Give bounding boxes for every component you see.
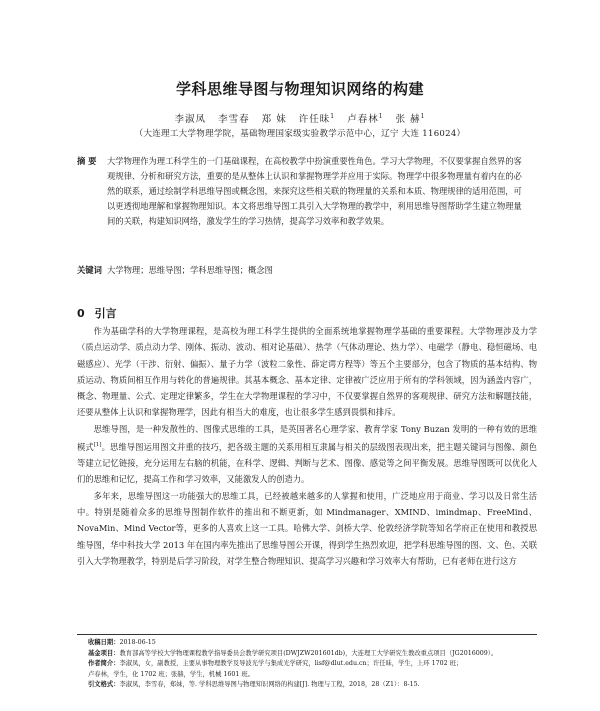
paragraph: 作为基础学科的大学物理课程，是高校为理工科学生提供的全面系统地掌握物理学基础的重要课程。大学物理涉及力学（质点运动学、质点动力学、刚体、振动、波动、相对论基础）、热学（气体动理论、热力学）、电磁学（静电、稳恒磁场、电磁感应）、光学（干涉、衍射、偏振）、量子力学（波粒二象性、薛定谔方程等）等五个主要部分，包含了物质的基本结构、物质运动、物质间相互作用与转化的普遍规律。其基本概念、基本定律、定律被广泛应用于所有的学科领域，因为涵盖内容广，概念、物理量、公式、定理定律繁多，学生在大学物理课程的学习中，不仅要掌握自然界的客观规律、研究方法和解题技能，还要从整体上认识和掌握物理学，因此有相当大的难度，也让很多学生感到畏惧和排斥。: [77, 326, 537, 418]
paper-title: 学科思维导图与物理知识网络的构建: [175, 80, 424, 98]
section-number: 0: [77, 307, 85, 320]
footnote-label: 基金项目：: [88, 649, 120, 657]
footnote-received: [88, 638, 538, 649]
footnote-author-cont: [88, 670, 538, 681]
author-superscript: 1: [420, 112, 426, 120]
footnote-fund: [88, 649, 538, 660]
paragraph-text: 思维导图，是一种发散性的、图像式思维的工具，是英国著名心理学家、教育学家 Tony Buzan 发明的一种有效的思维模式: [77, 423, 537, 452]
section-title: 引言: [94, 307, 117, 320]
footnote-author: [88, 659, 538, 670]
abstract-label: 摘 要: [77, 156, 97, 166]
footnote-text: 李淑凤，女，副教授，主要从事物理教学及导波光学与集成光学研究，lisf@dlut.edu.cn；: [119, 660, 373, 667]
author-name: 赫: [410, 114, 421, 125]
paragraph-text: 。思维导图运用图文并重的技巧，把各级主题的关系用相互隶属与相关的层级图表现出来，把主题关键词与图像、颜色等建立记忆链接，充分运用左右脑的机能，在科学、逻辑、判断与艺术、图像、感觉等之间平衡发展。思维导图既可以优化人们的思维和记忆，提高工作和学习效率，又能激发人的创造力。: [77, 441, 537, 485]
footnote-text: 李淑凤，李雪春，郑妹，等. 学科思维导图与物理知识网络的构建[J]. 物理与工程，2018，28（Z1）：8-15.: [119, 681, 420, 688]
author-name: 张: [395, 114, 407, 125]
footnote-text: 2018-06-15: [119, 639, 156, 646]
section-heading: [77, 305, 117, 321]
abstract-block: [77, 154, 527, 229]
citation-ref[interactable]: [1]: [93, 442, 102, 449]
keywords-text: 大学物理；思维导图；学科思维导图；概念图: [107, 265, 273, 275]
author-name: 李雪春: [218, 114, 250, 125]
footnote-label: 收稿日期：: [88, 639, 120, 646]
body-text: [77, 323, 537, 569]
paragraph: 多年来，思维导图这一功能强大的思维工具，已经被越来越多的人掌握和使用，广泛地应用于商业、学习以及日常生活中。特别是随着众多的思维导图制作软件的推出和不断更新，如 Mindmanager、XMIND、imindmap、FreeMind、NovaMin、Mind Vector等，更多的人喜欢上这一工具。哈佛大学、剑桥大学、伦敦经济学院等知名学府正在使用和教授思维导图，华中科技大学 2013 年在国内率先推出了思维导图公开课，得到学生热烈欢迎，把学科思维导图的图、文、色、关联引入大学物理教学，特别是后学习阶段，对学生整合物理知识、提高学习兴趣和学习效率大有帮助，已有老师在进行这方: [77, 490, 537, 566]
abstract-text: 大学物理作为理工科学生的一门基础课程，在高校教学中扮演重要性角色。学习大学物理，不仅要掌握自然界的客观规律、分析和研究方法，重要的是从整体上认识和掌握物理学并应用于实际。物理学中很多物理量有着内在的必然的联系，通过绘制学科思维导图或概念图，来探究这些相关联的物理量的关系和本质、物理规律的适用范围，可以更透彻地理解和掌握物理知识。本文将思维导图工具引入大学物理的教学中，利用思维导图帮助学生建立物理量间的关联，构建知识网络，激发学生的学习热情，提高学习效率和教学效果。: [107, 156, 522, 226]
footnote-label: 作者简介：: [88, 660, 120, 667]
affiliation: （大连理工大学物理学院，基础物理国家级实验教学示范中心，辽宁 大连 116024）: [134, 129, 466, 139]
keywords-block: [77, 263, 527, 278]
author-superscript: 1: [378, 112, 384, 120]
footnote-text: 许任昧，学生，上环 1702 班；: [372, 660, 463, 667]
footnote-text: 张赫，学生，机械 1601 班。: [171, 670, 254, 678]
footnotes: [88, 638, 538, 691]
paragraph: [77, 421, 537, 488]
footnote-text: 教育部高等学校大学物理课程教学指导委员会教学研究项目(DWJZW201601db)，大连理工大学研究生教改重点项目（JG2016009）。: [119, 649, 498, 657]
footnote-text: 卢春林，学生，化 1702 班；: [88, 670, 171, 678]
author-name: 卢春林: [347, 114, 379, 125]
author-superscript: 1: [330, 112, 336, 120]
author-name: 许任昧: [298, 114, 331, 125]
footnote-divider: [77, 634, 537, 635]
author-name: 李淑凤: [174, 114, 207, 125]
keywords-label: 关键词: [77, 265, 102, 275]
footnote-cite: [88, 680, 538, 691]
footnote-label: 引文格式：: [88, 681, 120, 688]
author-name: 郑: [261, 114, 273, 125]
author-list: [0, 111, 600, 125]
author-name: 妹: [276, 114, 287, 125]
